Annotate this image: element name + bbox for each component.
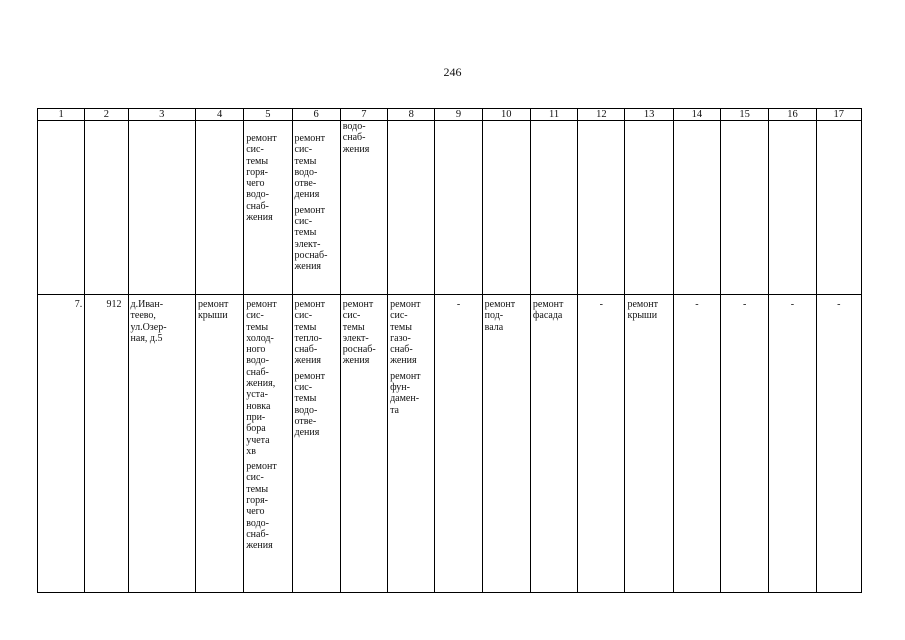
row-index: 7. <box>38 295 85 593</box>
work-item <box>295 371 338 439</box>
column-header: 9 <box>435 109 482 121</box>
text-line: водо- <box>246 517 270 529</box>
column-header: 14 <box>673 109 720 121</box>
text-line: горя- <box>246 166 269 178</box>
text-line: темы <box>246 321 269 333</box>
text-line: ремонт <box>390 299 421 310</box>
text-line: сис- <box>294 216 313 228</box>
cell-work-list <box>244 121 292 295</box>
work-item <box>343 299 385 367</box>
text-line: жения <box>246 212 273 224</box>
text-line: водо- <box>246 189 270 201</box>
text-line: ремонт <box>294 133 325 144</box>
column-header: 8 <box>388 109 435 121</box>
text-line: ного <box>246 344 266 356</box>
text-line: ремонт <box>197 299 229 310</box>
cell-work-list <box>292 295 340 593</box>
column-header: 7 <box>340 109 387 121</box>
column-header: 11 <box>530 109 577 121</box>
text-line: уста- <box>246 389 268 401</box>
text-line: та <box>390 404 399 416</box>
text-line: жения <box>246 540 273 552</box>
cell-work-list <box>482 295 530 593</box>
text-line: снаб- <box>246 528 269 540</box>
text-line: жения <box>294 261 322 273</box>
empty-value: - <box>578 295 625 593</box>
text-line: крыши <box>627 310 658 322</box>
text-line: сис- <box>294 310 313 322</box>
text-line: водо- <box>246 355 270 367</box>
column-header: 12 <box>578 109 625 121</box>
text-line: сис- <box>246 472 264 484</box>
text-line: жения <box>342 355 370 367</box>
text-line: темы <box>294 227 317 239</box>
work-item <box>131 299 193 344</box>
address-cell <box>128 295 195 593</box>
text-line: сис- <box>246 310 264 322</box>
text-line: ремонт <box>294 370 325 382</box>
text-line: отве- <box>294 178 317 190</box>
column-header: 3 <box>128 109 195 121</box>
text-line: крыши <box>197 310 228 322</box>
text-line: д.Иван- <box>130 299 164 310</box>
text-line: ремонт <box>246 299 277 310</box>
text-line: снаб- <box>246 366 269 378</box>
text-line: ремонт <box>532 299 564 310</box>
text-line: дения <box>294 189 320 201</box>
work-item <box>627 299 670 322</box>
text-line: ремонт <box>342 299 374 310</box>
cell-work-list <box>340 121 387 295</box>
text-line: жения <box>390 355 417 367</box>
text-line: темы <box>294 393 317 405</box>
page-number: 246 <box>443 65 462 79</box>
work-item <box>295 299 338 367</box>
text-line: под- <box>484 310 504 322</box>
text-line: водо- <box>294 404 318 416</box>
column-header: 10 <box>482 109 530 121</box>
empty-value: - <box>673 295 720 593</box>
text-line: ная, д.5 <box>130 332 163 344</box>
text-line: вала <box>484 321 504 333</box>
text-line: снаб- <box>294 344 318 356</box>
work-item <box>533 299 575 322</box>
text-line: чего <box>246 506 265 518</box>
empty-value: - <box>816 295 861 593</box>
text-line: учета <box>246 434 270 446</box>
work-item <box>246 461 289 551</box>
work-item <box>295 133 338 201</box>
cell-work-list <box>292 121 340 295</box>
text-line: фасада <box>532 310 563 322</box>
column-header: 4 <box>195 109 243 121</box>
cell-work-list <box>195 295 243 593</box>
work-item <box>390 299 432 367</box>
text-line: ремонт <box>390 370 421 382</box>
work-item <box>246 133 289 223</box>
text-line: ремонт <box>294 299 325 310</box>
text-line: фун- <box>390 382 410 394</box>
text-line: ремонт <box>484 299 516 310</box>
column-header: 15 <box>721 109 769 121</box>
text-line: элект- <box>342 332 369 344</box>
text-line: хв <box>246 445 256 457</box>
text-line: снаб- <box>342 132 366 144</box>
table-row-continued <box>38 121 862 295</box>
column-header: 2 <box>85 109 128 121</box>
text-line: элект- <box>294 238 321 250</box>
work-item <box>343 121 385 155</box>
header-row <box>38 109 862 121</box>
text-line: роснаб- <box>342 344 376 356</box>
cell-work-list <box>340 295 387 593</box>
text-line: ремонт <box>246 461 277 473</box>
text-line: сис- <box>294 144 313 156</box>
building-code: 912 <box>85 295 128 593</box>
text-line: бора <box>246 423 266 435</box>
work-item <box>390 371 432 416</box>
column-header: 1 <box>38 109 85 121</box>
text-line: снаб- <box>390 344 413 356</box>
repair-table <box>37 108 862 593</box>
cell-work-list <box>625 295 673 593</box>
text-line: тепло- <box>294 332 322 344</box>
column-header: 13 <box>625 109 673 121</box>
column-header: 17 <box>816 109 861 121</box>
text-line: темы <box>246 155 269 167</box>
text-line: отве- <box>294 415 317 427</box>
empty-value: - <box>435 295 482 593</box>
work-item <box>246 299 289 457</box>
column-header: 6 <box>292 109 340 121</box>
cell-work-list <box>530 295 577 593</box>
text-line: дамен- <box>390 393 420 405</box>
text-line: горя- <box>246 495 269 507</box>
text-line: сис- <box>342 310 361 322</box>
text-line: сис- <box>390 310 408 322</box>
text-line: жения <box>342 143 370 155</box>
column-header: 16 <box>769 109 816 121</box>
text-line: темы <box>390 321 412 333</box>
text-line: чего <box>246 178 265 190</box>
text-line: холод- <box>246 332 274 344</box>
text-line: темы <box>294 321 317 333</box>
text-line: сис- <box>246 144 264 156</box>
text-line: водо- <box>294 166 318 178</box>
text-line: жения <box>294 355 322 367</box>
text-line: роснаб- <box>294 249 328 261</box>
text-line: ремонт <box>627 299 658 310</box>
cell-work-list <box>244 295 292 593</box>
text-line: теево, <box>130 310 156 322</box>
text-line: темы <box>294 155 317 167</box>
text-line: дения <box>294 427 320 439</box>
empty-value: - <box>721 295 769 593</box>
column-header: 5 <box>244 109 292 121</box>
text-line: ул.Озер- <box>130 321 167 333</box>
work-item <box>485 299 528 333</box>
text-line: снаб- <box>246 200 269 212</box>
text-line: при- <box>246 411 266 423</box>
text-line: ремонт <box>246 133 277 144</box>
text-line: сис- <box>294 382 313 394</box>
cell-work-list <box>388 295 435 593</box>
work-item <box>198 299 241 322</box>
text-line: темы <box>246 483 269 495</box>
text-line: водо- <box>342 121 366 132</box>
table-row-7 <box>38 295 862 593</box>
text-line: ремонт <box>294 204 325 216</box>
text-line: жения, <box>246 378 276 390</box>
empty-value: - <box>769 295 816 593</box>
text-line: новка <box>246 400 271 412</box>
text-line: темы <box>342 321 365 333</box>
work-item <box>295 205 338 273</box>
text-line: газо- <box>390 332 411 344</box>
